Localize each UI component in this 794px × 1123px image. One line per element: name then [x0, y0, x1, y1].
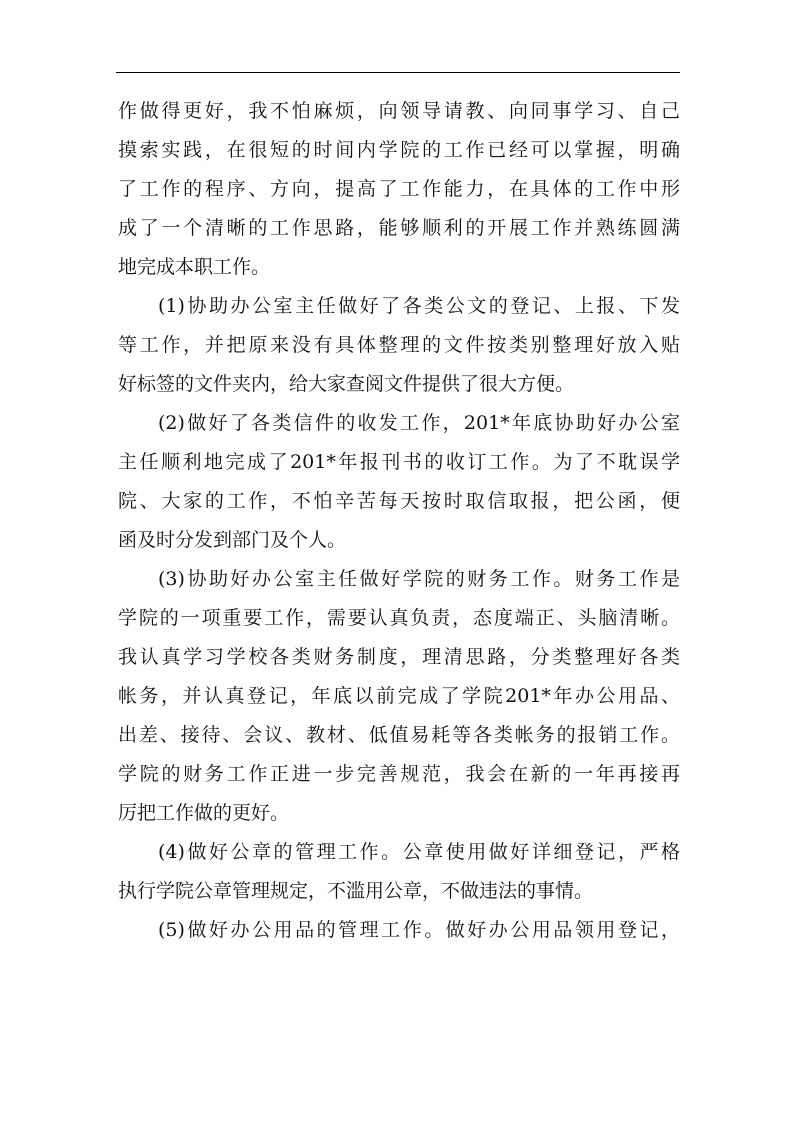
- text-line: 作做得更好，我不怕麻烦，向领导请教、向同事学习、自己: [118, 100, 680, 122]
- paragraph-3-start: (3)协助好办公室主任做好学院的财务工作。财务工作是: [158, 568, 680, 590]
- paragraph-2-start: (2)做好了各类信件的收发工作，201*年底协助好办公室: [158, 412, 680, 434]
- text-line: 学院的一项重要工作，需要认真负责，态度端正、头脑清晰。: [118, 607, 680, 629]
- text-line: 我认真学习学校各类财务制度，理清思路，分类整理好各类: [118, 646, 680, 668]
- text-line: 成了一个清晰的工作思路，能够顺利的开展工作并熟练圆满: [118, 217, 680, 239]
- text-line: 帐务，并认真登记，年底以前完成了学院201*年办公用品、: [118, 685, 680, 707]
- paragraph-4-start: (4)做好公章的管理工作。公章使用做好详细登记，严格: [158, 841, 680, 863]
- text-line: 院、大家的工作，不怕辛苦每天按时取信取报，把公函，便: [118, 490, 680, 512]
- header-rule: [116, 72, 680, 73]
- text-line: 好标签的文件夹内，给大家查阅文件提供了很大方便。: [118, 373, 575, 395]
- text-line: 了工作的程序、方向，提高了工作能力，在具体的工作中形: [118, 178, 680, 200]
- text-line: 厉把工作做的更好。: [118, 802, 290, 824]
- text-line: 执行学院公章管理规定，不滥用公章，不做违法的事情。: [118, 880, 594, 902]
- paragraph-1-start: (1)协助办公室主任做好了各类公文的登记、上报、下发: [158, 295, 680, 317]
- paragraph-5-start: (5)做好办公用品的管理工作。做好办公用品领用登记，: [158, 919, 680, 941]
- body-text: [118, 92, 680, 950]
- text-line: 摸索实践，在很短的时间内学院的工作已经可以掌握，明确: [118, 139, 680, 161]
- text-line: 学院的财务工作正进一步完善规范，我会在新的一年再接再: [118, 763, 680, 785]
- text-line: 函及时分发到部门及个人。: [118, 529, 347, 551]
- text-line: 主任顺利地完成了201*年报刊书的收订工作。为了不耽误学: [118, 451, 680, 473]
- text-line: 地完成本职工作。: [118, 256, 271, 278]
- text-line: 出差、接待、会议、教材、低值易耗等各类帐务的报销工作。: [118, 724, 680, 746]
- text-line: 等工作，并把原来没有具体整理的文件按类别整理好放入贴: [118, 334, 680, 356]
